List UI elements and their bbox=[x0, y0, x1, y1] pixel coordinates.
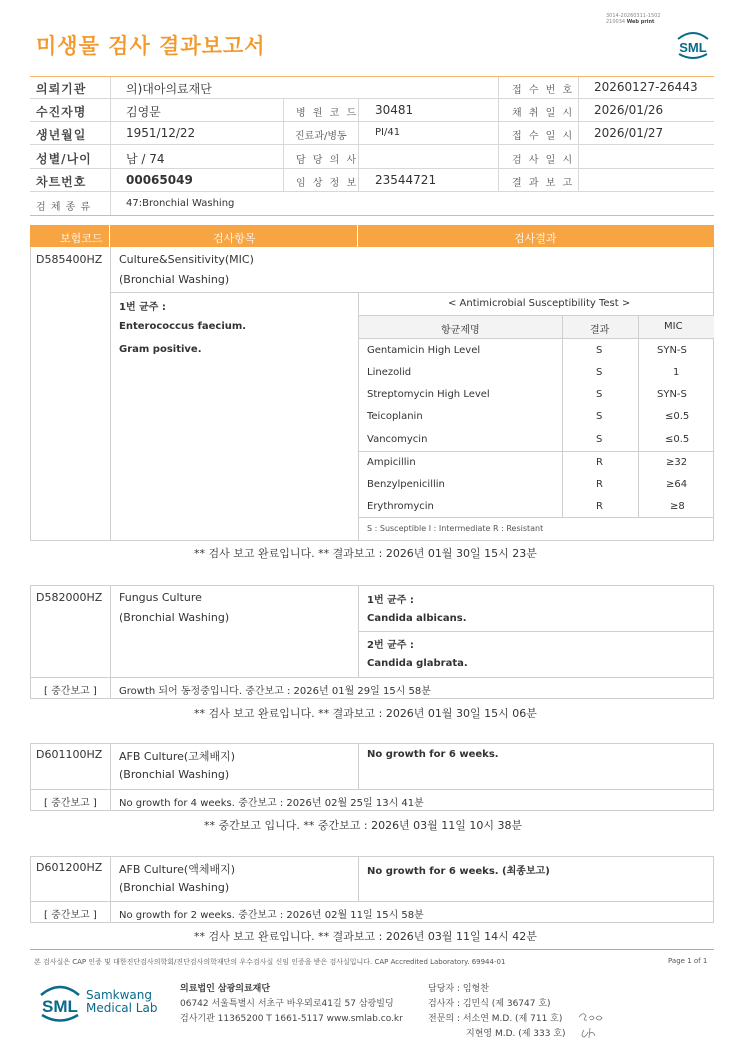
signature-icon bbox=[576, 1008, 606, 1040]
staff-tester: 검사자 : 김민식 (제 36747 호) bbox=[428, 999, 551, 1009]
ast-result: S bbox=[596, 345, 603, 356]
divider bbox=[358, 856, 359, 901]
ast-result: S bbox=[596, 411, 603, 422]
interim-label: [ 중간보고 ] bbox=[44, 910, 97, 921]
ast-legend: S : Susceptible I : Intermediate R : Resistant bbox=[367, 524, 544, 533]
ast-mic: ≥8 bbox=[670, 501, 685, 512]
collect-date-label: 채 취 일 시 bbox=[512, 108, 575, 119]
divider bbox=[110, 585, 111, 699]
interim-text: No growth for 2 weeks. 중간보고 : 2026년 02월 11일 15시 58분 bbox=[119, 910, 424, 921]
ast-result: R bbox=[596, 501, 603, 512]
print-info bbox=[606, 13, 661, 25]
req-org-value: 의)대아의료재단 bbox=[126, 82, 212, 96]
test-result: No growth for 6 weeks. bbox=[367, 749, 499, 760]
report-complete-status: ** 검사 보고 완료입니다. ** 결과보고 : 2026년 03월 11일 14시 42분 bbox=[194, 930, 537, 943]
ast-drug: Ampicillin bbox=[367, 457, 416, 468]
divider bbox=[283, 99, 284, 191]
ast-result: S bbox=[596, 367, 603, 378]
divider bbox=[30, 144, 714, 145]
divider bbox=[110, 292, 714, 293]
ast-mic: SYN-S bbox=[657, 389, 687, 400]
results-table-header bbox=[30, 225, 714, 247]
ast-col-mic: MIC bbox=[664, 321, 683, 332]
divider bbox=[110, 856, 111, 923]
sml-footer-logo-icon bbox=[36, 982, 84, 1024]
staff-specialist-2: 지현영 M.D. (제 333 호) bbox=[466, 1029, 566, 1039]
dob-label: 생년월일 bbox=[36, 128, 87, 142]
interim-text: No growth for 4 weeks. 중간보고 : 2026년 02월 25일 13시 41분 bbox=[119, 798, 424, 809]
organism-name: Enterococcus faecium. bbox=[119, 321, 247, 332]
test-code: D582000HZ bbox=[36, 591, 103, 604]
org-name: 의료법인 삼광의료재단 bbox=[180, 984, 271, 994]
org-contact: 검사기관 11365200 T 1661-5117 www.smlab.co.kr bbox=[180, 1014, 403, 1024]
test-specimen: (Bronchial Washing) bbox=[119, 273, 230, 286]
divider bbox=[30, 901, 714, 902]
divider bbox=[358, 451, 714, 452]
isolate-label: 2번 균주 : bbox=[367, 640, 414, 651]
staff-manager: 담당자 : 임형찬 bbox=[428, 984, 489, 994]
clinical-value: 23544721 bbox=[375, 173, 437, 187]
ast-drug: Linezolid bbox=[367, 367, 412, 378]
ast-header-row bbox=[359, 316, 714, 338]
chart-label: 차트번호 bbox=[36, 175, 87, 189]
divider bbox=[358, 631, 714, 632]
divider bbox=[30, 76, 714, 77]
ast-col-result: 결과 bbox=[590, 325, 610, 336]
receive-date-value: 2026/01/27 bbox=[594, 126, 664, 140]
req-org-label: 의뢰기관 bbox=[36, 82, 87, 96]
col-code-header: 보험코드 bbox=[60, 232, 103, 245]
divider bbox=[30, 789, 714, 790]
ast-drug: Erythromycin bbox=[367, 501, 434, 512]
dept-label: 진료과/병동 bbox=[295, 131, 347, 142]
test-date-label: 검 사 일 시 bbox=[512, 155, 575, 166]
test-specimen: (Bronchial Washing) bbox=[119, 611, 230, 624]
specimen-value: 47:Bronchial Washing bbox=[126, 198, 235, 209]
report-label: 결 과 보 고 bbox=[512, 178, 575, 189]
sex-age-value: 남 / 74 bbox=[126, 152, 165, 166]
isolate-label: 1번 균주 : bbox=[119, 302, 166, 313]
brand-line-2: Medical Lab bbox=[86, 1001, 158, 1015]
hosp-code-label: 병 원 코 드 bbox=[296, 108, 359, 119]
report-title: 미생물 검사 결과보고서 bbox=[36, 34, 266, 58]
patient-label: 수진자명 bbox=[36, 105, 87, 119]
interim-label: [ 중간보고 ] bbox=[44, 798, 97, 809]
divider bbox=[358, 743, 359, 789]
footer-divider bbox=[30, 949, 714, 950]
ast-mic: ≤0.5 bbox=[665, 434, 690, 445]
reg-no-value: 20260127-26443 bbox=[594, 80, 698, 94]
divider bbox=[498, 77, 499, 191]
test-name: Fungus Culture bbox=[119, 591, 202, 604]
sex-age-label: 성별/나이 bbox=[36, 152, 92, 166]
divider bbox=[110, 77, 111, 215]
print-code: 3014-20260311-1502 bbox=[606, 13, 661, 19]
test-code: D601100HZ bbox=[36, 748, 103, 761]
test-name: AFB Culture(액체배지) bbox=[119, 863, 236, 876]
ast-drug: Vancomycin bbox=[367, 434, 428, 445]
dept-value: PI/41 bbox=[375, 127, 401, 138]
report-complete-status: ** 검사 보고 완료입니다. ** 결과보고 : 2026년 01월 30일 15시 23분 bbox=[194, 547, 537, 560]
collect-date-value: 2026/01/26 bbox=[594, 103, 664, 117]
ast-title: < Antimicrobial Susceptibility Test > bbox=[448, 298, 631, 309]
ast-mic: 1 bbox=[673, 367, 680, 378]
test-result: No growth for 6 weeks. (최종보고) bbox=[367, 866, 550, 877]
divider bbox=[30, 168, 714, 169]
doctor-label: 담 당 의 사 bbox=[296, 155, 359, 166]
divider bbox=[30, 677, 714, 678]
col-item-header: 검사항목 bbox=[213, 232, 256, 245]
ast-col-drug: 항균제명 bbox=[441, 325, 480, 336]
receive-date-label: 접 수 일 시 bbox=[512, 131, 575, 142]
test-code: D585400HZ bbox=[36, 253, 103, 266]
test-name: Culture&Sensitivity(MIC) bbox=[119, 253, 254, 266]
divider bbox=[638, 316, 639, 518]
page-number: Page 1 of 1 bbox=[668, 957, 708, 965]
ast-drug: Streptomycin High Level bbox=[367, 389, 490, 400]
ast-mic: ≥32 bbox=[666, 457, 688, 468]
col-result-header: 검사결과 bbox=[514, 232, 557, 245]
divider bbox=[30, 191, 714, 192]
sml-logo-icon bbox=[674, 30, 712, 60]
ast-mic: ≥64 bbox=[666, 479, 688, 490]
brand-line-1: Samkwang bbox=[86, 988, 152, 1002]
test-specimen: (Bronchial Washing) bbox=[119, 881, 230, 894]
divider bbox=[109, 225, 110, 247]
accreditation-note: 본 검사실은 CAP 인증 및 대한진단검사의학회/진단검사의학재단의 우수검사실 신임 인증을 받은 검사실입니다. CAP Accredited Laboratory. 69944-01 bbox=[34, 958, 506, 966]
clinical-label: 임 상 정 보 bbox=[296, 178, 359, 189]
ast-drug: Benzylpenicillin bbox=[367, 479, 445, 490]
divider bbox=[30, 215, 714, 216]
ast-drug: Teicoplanin bbox=[367, 411, 423, 422]
reg-no-label: 접 수 번 호 bbox=[512, 85, 575, 96]
divider bbox=[30, 98, 714, 99]
ast-drug: Gentamicin High Level bbox=[367, 345, 481, 356]
divider bbox=[357, 225, 358, 247]
ast-mic: ≤0.5 bbox=[665, 411, 690, 422]
gram-stain: Gram positive. bbox=[119, 344, 202, 355]
divider bbox=[562, 316, 563, 518]
interim-text: Growth 되어 동정중입니다. 중간보고 : 2026년 01월 29일 15시 58분 bbox=[119, 686, 431, 697]
organism-name: Candida glabrata. bbox=[367, 658, 468, 669]
divider bbox=[358, 338, 714, 339]
ast-result: R bbox=[596, 479, 603, 490]
organism-name: Candida albicans. bbox=[367, 613, 467, 624]
ast-result: R bbox=[596, 457, 603, 468]
report-interim-status: ** 중간보고 입니다. ** 중간보고 : 2026년 03월 11일 10시 38분 bbox=[204, 819, 523, 832]
patient-value: 김영문 bbox=[126, 105, 161, 119]
sml-logo-text: SML bbox=[679, 40, 707, 55]
ast-result: S bbox=[596, 389, 603, 400]
test-code: D601200HZ bbox=[36, 861, 103, 874]
print-label: Web print bbox=[626, 19, 655, 25]
dob-value: 1951/12/22 bbox=[126, 126, 196, 140]
test-specimen: (Bronchial Washing) bbox=[119, 768, 230, 781]
ast-result: S bbox=[596, 434, 603, 445]
hosp-code-value: 30481 bbox=[375, 103, 414, 117]
staff-specialist-1: 전문의 : 서소연 M.D. (제 711 호) bbox=[428, 1014, 563, 1024]
divider bbox=[358, 517, 714, 518]
report-complete-status: ** 검사 보고 완료입니다. ** 결과보고 : 2026년 01월 30일 15시 06분 bbox=[194, 707, 537, 720]
divider bbox=[578, 77, 579, 191]
interim-label: [ 중간보고 ] bbox=[44, 686, 97, 697]
print-code-2: 210034 bbox=[606, 19, 626, 25]
org-address: 06742 서울특별시 서초구 바우뫼로41길 57 삼광빌딩 bbox=[180, 999, 394, 1009]
isolate-label: 1번 균주 : bbox=[367, 595, 414, 606]
divider bbox=[30, 121, 714, 122]
chart-value: 00065049 bbox=[126, 173, 193, 187]
brand-name bbox=[86, 989, 157, 1015]
ast-mic: SYN-S bbox=[657, 345, 687, 356]
sml-footer-logo-text: SML bbox=[42, 997, 78, 1016]
divider bbox=[110, 743, 111, 811]
test-name: AFB Culture(고체배지) bbox=[119, 750, 236, 763]
specimen-label: 검 체 종 류 bbox=[36, 202, 92, 213]
